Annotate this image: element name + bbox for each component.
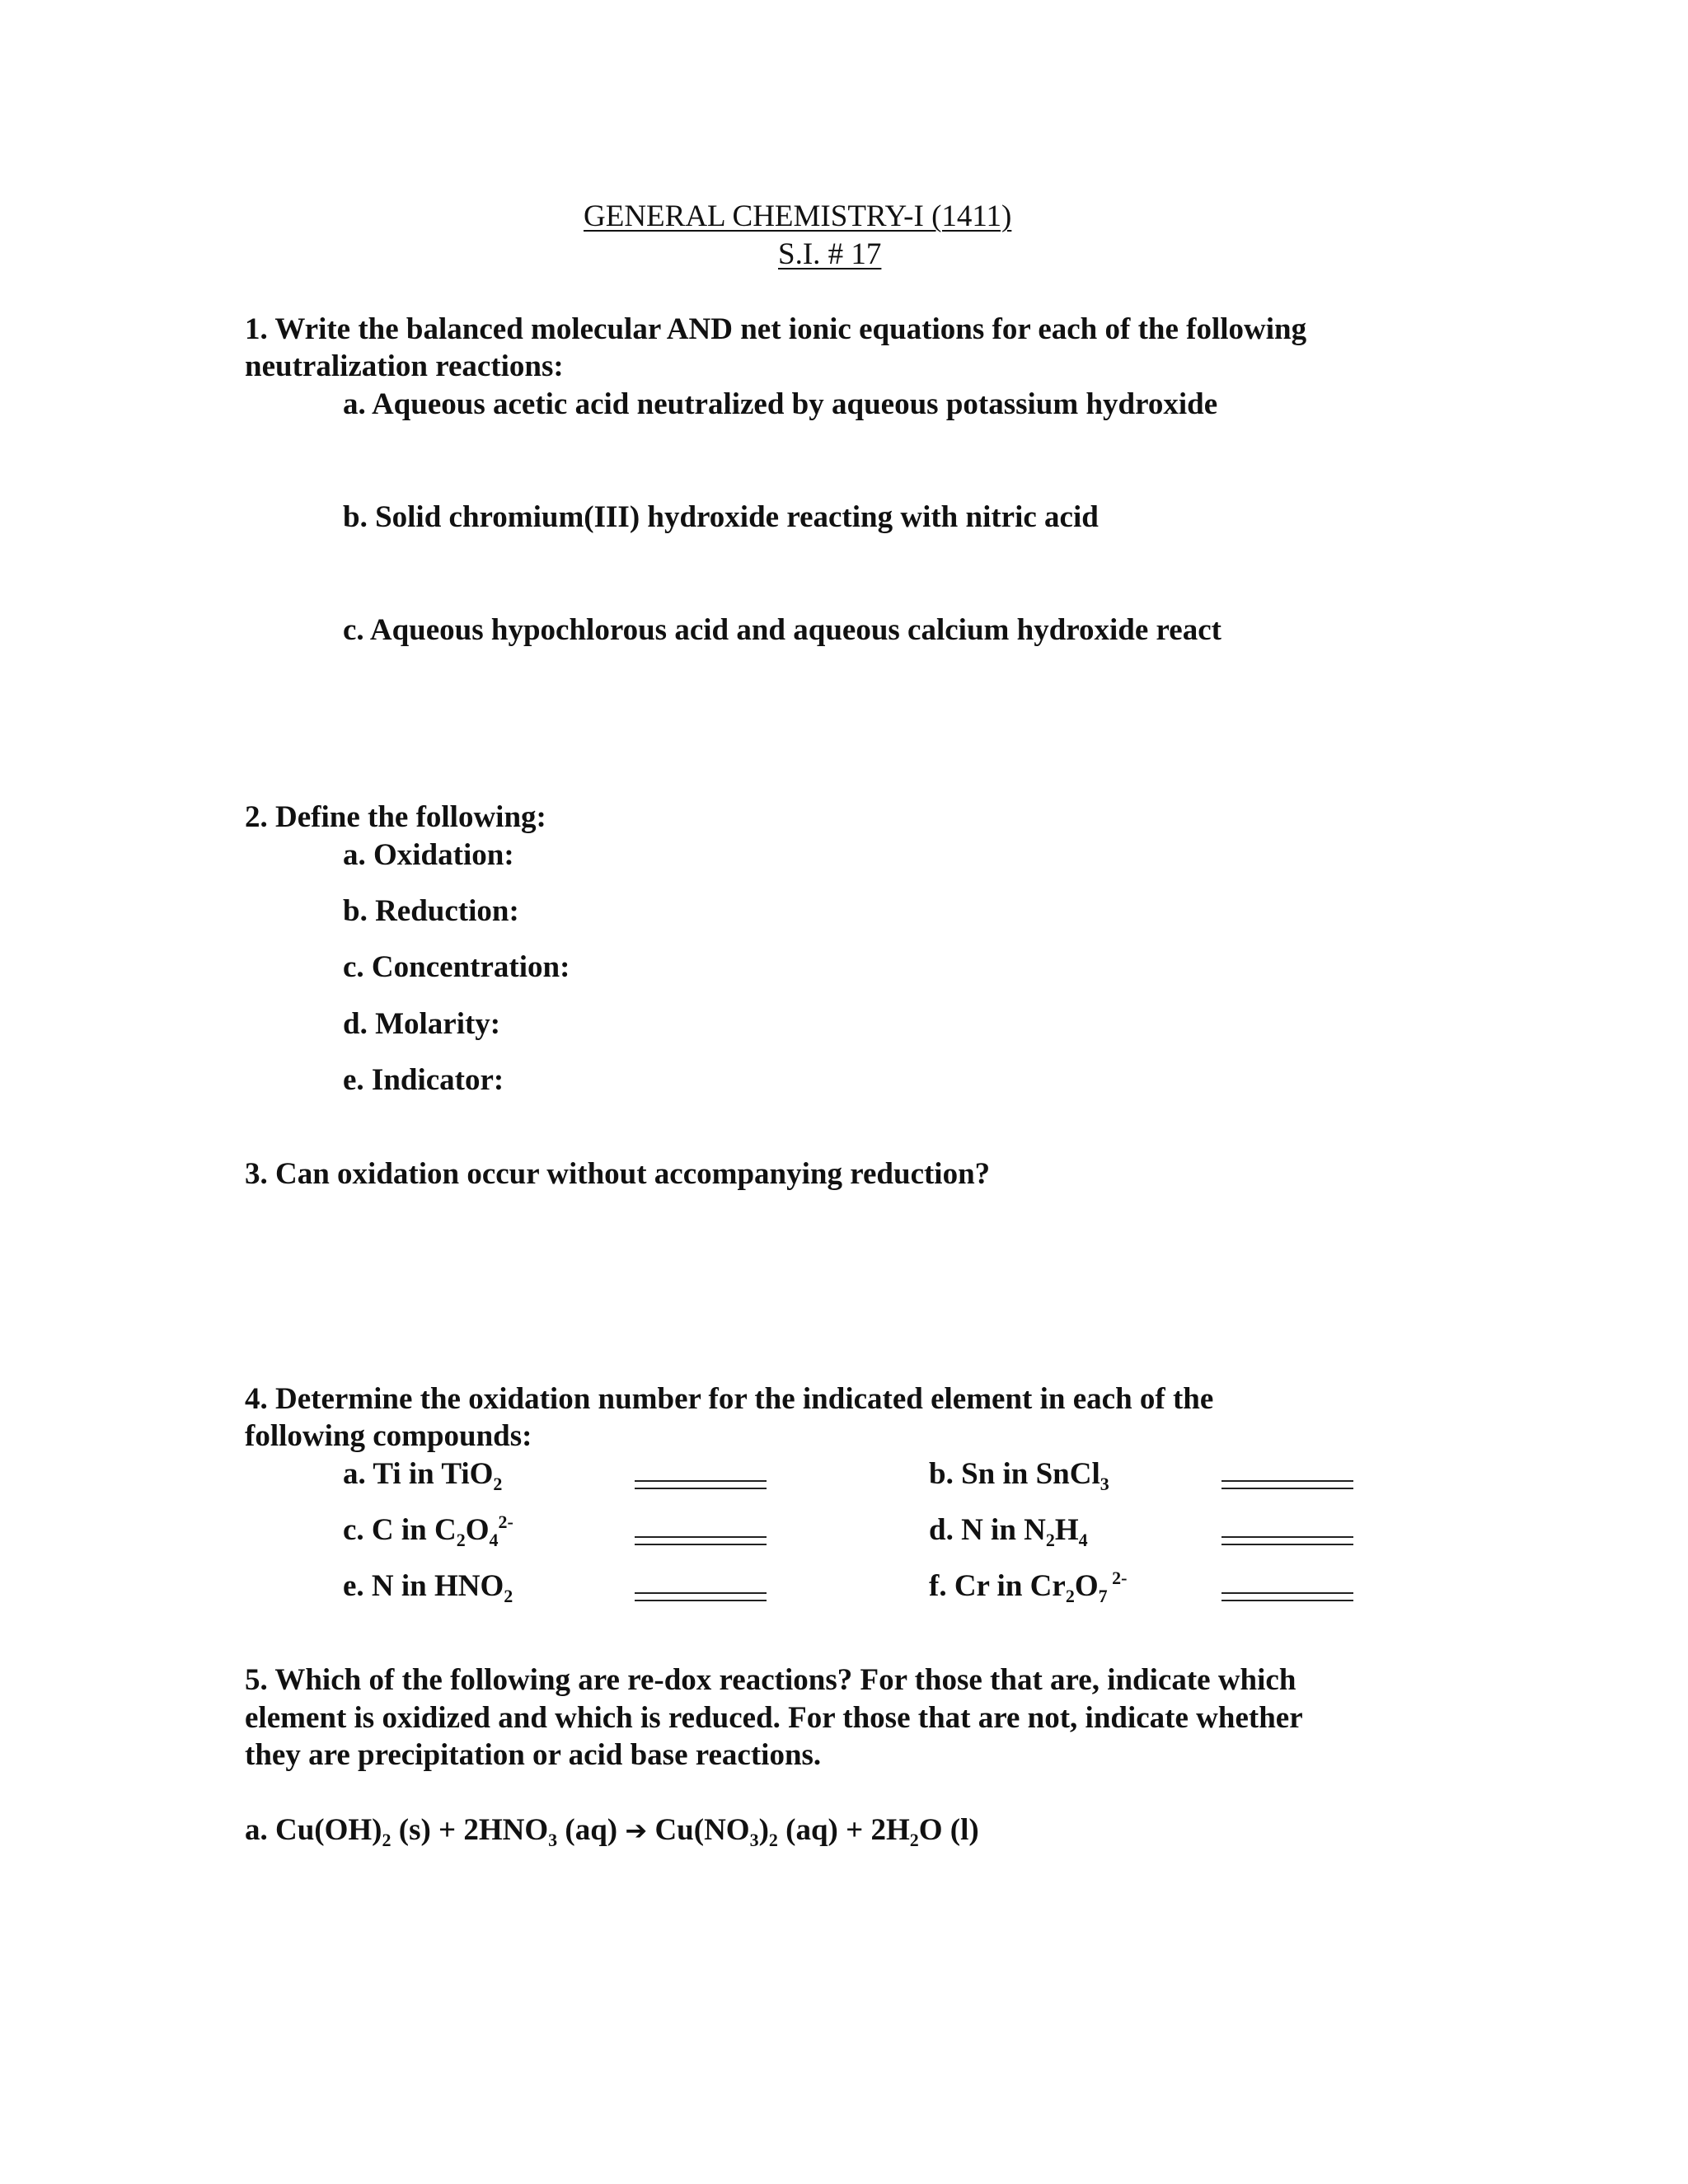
q4-item-a: a. Ti in TiO$_2$: [343, 1457, 503, 1494]
q2-prompt: 2. Define the following:: [245, 800, 546, 834]
q5-prompt-line-2: element is oxidized and which is reduced. For those that are not, indicate whether: [245, 1701, 1303, 1735]
q4-answer-blank-e: [635, 1592, 767, 1601]
q4-prompt-line-2: following compounds:: [245, 1419, 532, 1453]
q4-answer-blank-a: [635, 1480, 767, 1489]
q4-prompt-line-1: 4. Determine the oxidation number for the indicated element in each of the: [245, 1382, 1214, 1416]
q5-prompt-line-1: 5. Which of the following are re-dox reactions? For those that are, indicate which: [245, 1663, 1296, 1697]
q2-item-concentration: c. Concentration:: [343, 950, 570, 984]
q1-item-c: c. Aqueous hypochlorous acid and aqueous calcium hydroxide react: [343, 613, 1221, 647]
q4-item-f: f. Cr in $Cr_2O_7$ $^{2-}$: [929, 1568, 1128, 1606]
page-subtitle: S.I. # 17: [778, 237, 882, 271]
q4-item-c: c. C in $C_2O_4^{2-}$: [343, 1511, 513, 1550]
q4-answer-blank-b: [1221, 1480, 1353, 1489]
page-title: GENERAL CHEMISTRY-I (1411): [584, 199, 1012, 233]
reaction-arrow-icon: ➔: [625, 1815, 648, 1846]
q4-answer-blank-c: [635, 1536, 767, 1545]
q4-item-e: e. N in $HNO_2$: [343, 1569, 513, 1606]
q3-prompt: 3. Can oxidation occur without accompanying reduction?: [245, 1157, 991, 1191]
q2-item-reduction: b. Reduction:: [343, 894, 519, 928]
q4-answer-blank-d: [1221, 1536, 1353, 1545]
q4-item-d: d. N in $N_2H_4$: [929, 1513, 1088, 1550]
q1-item-b: b. Solid chromium(III) hydroxide reacting with nitric acid: [343, 500, 1099, 534]
q4-answer-blank-f: [1221, 1592, 1353, 1601]
q4-item-b: b. Sn in SnCl$_3$: [929, 1457, 1109, 1494]
q2-item-oxidation: a. Oxidation:: [343, 838, 514, 872]
q1-prompt-line-2: neutralization reactions:: [245, 349, 564, 383]
q2-item-indicator: e. Indicator:: [343, 1063, 504, 1097]
q1-item-a: a. Aqueous acetic acid neutralized by aqueous potassium hydroxide: [343, 387, 1218, 421]
q5-equation-a: a. $Cu(OH)_2$ $(s) + 2HNO_3$ (aq) ➔ $Cu(NO_3)_2$ $(aq) + 2H_2O$ (l): [245, 1813, 979, 1850]
q5-prompt-line-3: they are precipitation or acid base reactions.: [245, 1738, 822, 1772]
q2-item-molarity: d. Molarity:: [343, 1007, 501, 1041]
q1-prompt-line-1: 1. Write the balanced molecular AND net ionic equations for each of the following: [245, 312, 1307, 346]
